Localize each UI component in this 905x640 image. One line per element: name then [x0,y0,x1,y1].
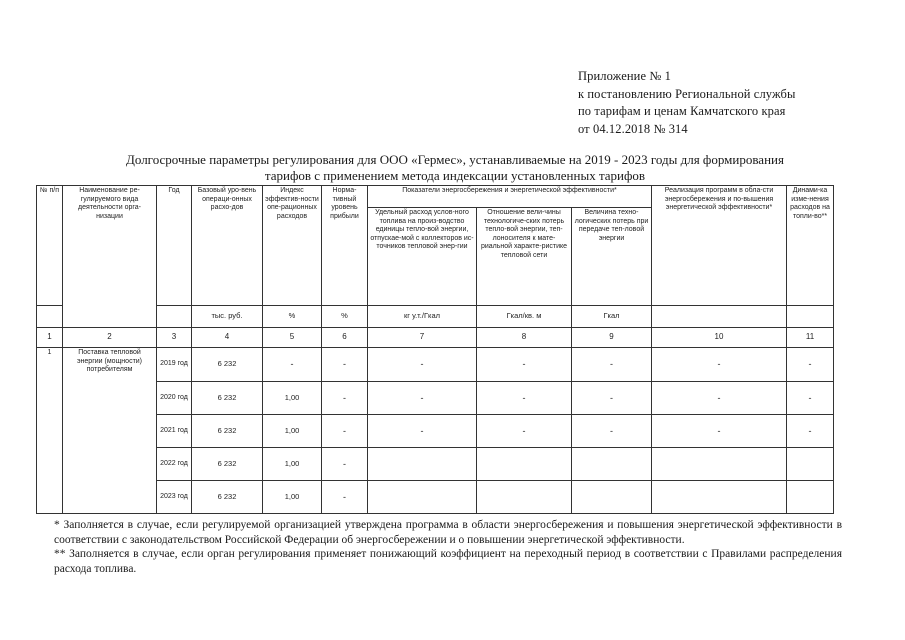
base-level-cell: 6 232 [192,382,263,415]
program-cell [652,448,787,481]
colnum-6: 6 [322,328,368,348]
table-row [37,448,834,481]
program-cell: - [652,382,787,415]
row-num: 1 [37,348,63,514]
program-cell: - [652,415,787,448]
dynamics-cell: - [787,415,834,448]
table-row [37,348,834,382]
appendix-line-1: Приложение № 1 [578,69,671,83]
colnum-2: 2 [63,328,157,348]
loss-ratio-cell: - [477,382,572,415]
efficiency-index-cell: 1,00 [263,448,322,481]
base-level-cell: 6 232 [192,348,263,382]
header-num: № п/п [37,186,63,306]
colnum-11: 11 [787,328,834,348]
tech-loss-cell: - [572,348,652,382]
table-row [37,481,834,514]
base-level-cell: 6 232 [192,415,263,448]
unit-fuel: кг у.т./Гкал [368,306,477,328]
table-row [37,382,834,415]
program-cell [652,481,787,514]
loss-ratio-cell [477,448,572,481]
parameters-table [36,185,834,514]
unit-ratio: Гкал/кв. м [477,306,572,328]
norm-profit-cell: - [322,415,368,448]
colnum-8: 8 [477,328,572,348]
loss-ratio-cell [477,481,572,514]
colnum-1: 1 [37,328,63,348]
fuel-rate-cell: - [368,348,477,382]
efficiency-index-cell: 1,00 [263,481,322,514]
norm-profit-cell: - [322,348,368,382]
header-dynamics: Динами-ка изме-нения расходов на топли-во** [787,186,834,306]
header-year: Год [157,186,192,306]
units-row [37,306,834,328]
dynamics-cell: - [787,382,834,415]
colnum-7: 7 [368,328,477,348]
header-program: Реализация программ в обла-сти энергосбережения и по-вышения энергетической эффективности* [652,186,787,306]
dynamics-cell [787,448,834,481]
title-line-2: тарифов с применением метода индексации установленных тарифов [264,167,646,183]
header-row-1 [37,186,834,208]
header-norm-profit: Норма-тивный уровень прибыли [322,186,368,306]
year-cell: 2023 год [157,481,192,514]
header-base-level: Базовый уро-вень операци-онных расхо-дов [192,186,263,306]
activity-name: Поставка тепловой энергии (мощности) потребителям [63,348,157,514]
colnum-3: 3 [157,328,192,348]
dynamics-cell: - [787,348,834,382]
unit-norm: % [322,306,368,328]
unit-program [652,306,787,328]
efficiency-index-cell: 1,00 [263,415,322,448]
tech-loss-cell [572,448,652,481]
year-cell: 2019 год [157,348,192,382]
unit-loss: Гкал [572,306,652,328]
tech-loss-cell [572,481,652,514]
colnum-5: 5 [263,328,322,348]
norm-profit-cell: - [322,481,368,514]
year-cell: 2022 год [157,448,192,481]
appendix-line-2: к постановлению Региональной службы [578,86,796,101]
loss-ratio-cell: - [477,415,572,448]
footnotes [20,518,842,576]
loss-ratio-cell: - [477,348,572,382]
header-fuel-rate: Удельный расход услов-ного топлива на произ-водство единицы тепло-вой энергии, отпускае-мой с коллекторов ис-точников тепловой энер-гии [368,208,477,306]
year-cell: 2020 год [157,382,192,415]
unit-year [157,306,192,328]
fuel-rate-cell: - [368,415,477,448]
appendix-block [578,68,796,138]
efficiency-index-cell: 1,00 [263,382,322,415]
footnote-2: ** Заполняется в случае, если орган регулирования применяет понижающий коэффициент на переходный период в соответствии с Правилами распределения расхода топлива. [54,548,842,575]
tech-loss-cell: - [572,415,652,448]
header-energy-group: Показатели энергосбережения и энергетической эффективности* [368,186,652,208]
footnote-1: * Заполняется в случае, если регулируемой организацией утверждена программа в области энергосбережения и повышения энергетической эффективности в соответствии с законодательством Российской Федерации об энергосбережении и о повышении энергетической эффективности. [54,519,842,546]
header-efficiency-index: Индекс эффектив-ности опе-рационных расходов [263,186,322,306]
header-loss-ratio: Отношение вели-чины технологиче-ских потерь тепло-вой энергии, теп-лоносителя к мате-риальной характе-ристике тепловой сети [477,208,572,306]
appendix-line-3: по тарифам и ценам Камчатского края [578,104,786,118]
norm-profit-cell: - [322,448,368,481]
header-name: Наименование ре-гулируемого вида деятельности орга-низации [63,186,157,328]
unit-num [37,306,63,328]
program-cell: - [652,348,787,382]
base-level-cell: 6 232 [192,481,263,514]
tech-loss-cell: - [572,382,652,415]
unit-dynamics [787,306,834,328]
colnum-4: 4 [192,328,263,348]
unit-index: % [263,306,322,328]
base-level-cell: 6 232 [192,448,263,481]
header-tech-loss: Величина техно-логических потерь при передаче теп-ловой энергии [572,208,652,306]
year-cell: 2021 год [157,415,192,448]
colnum-9: 9 [572,328,652,348]
colnum-10: 10 [652,328,787,348]
fuel-rate-cell [368,481,477,514]
unit-base: тыс. руб. [192,306,263,328]
norm-profit-cell: - [322,382,368,415]
fuel-rate-cell: - [368,382,477,415]
document-title [40,152,870,183]
fuel-rate-cell [368,448,477,481]
column-number-row [37,328,834,348]
dynamics-cell [787,481,834,514]
title-line-1: Долгосрочные параметры регулирования для ООО «Гермес», устанавливаемые на 2019 - 2023 годы для формирования [126,152,784,167]
appendix-line-4: от 04.12.2018 № 314 [578,121,688,136]
table-row [37,415,834,448]
efficiency-index-cell: - [263,348,322,382]
